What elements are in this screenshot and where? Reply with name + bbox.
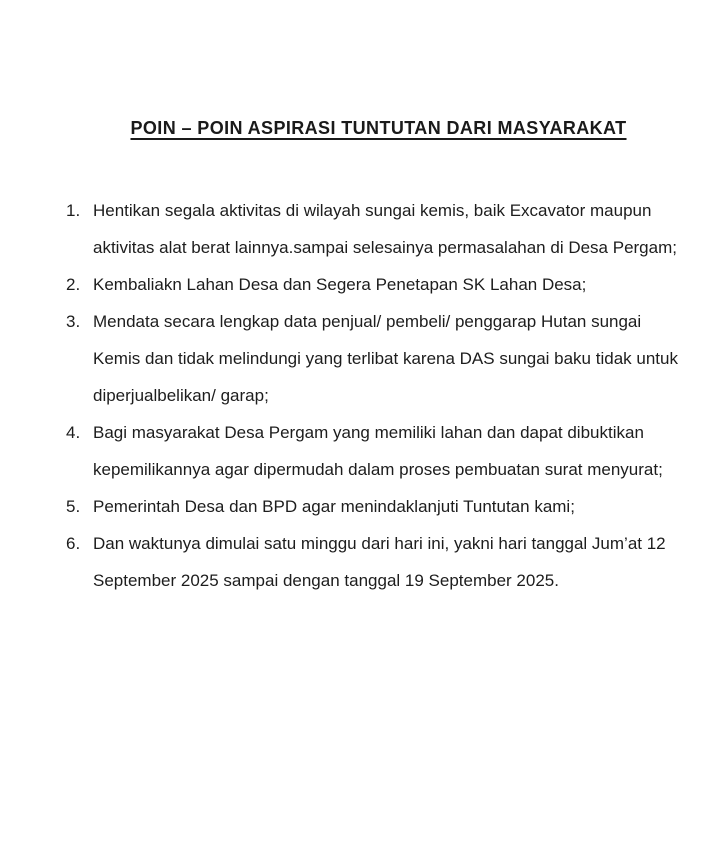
list-item <box>66 192 691 266</box>
item-text: Bagi masyarakat Desa Pergam yang memiliki lahan dan dapat dibuktikan kepemilikannya agar dipermudah dalam proses pembuatan surat menyurat; <box>93 423 663 479</box>
item-text: Mendata secara lengkap data penjual/ pembeli/ penggarap Hutan sungai Kemis dan tidak melindungi yang terlibat karena DAS sungai baku tidak untuk diperjualbelikan/ garap; <box>93 312 678 405</box>
item-number: 3. <box>66 312 81 331</box>
item-text: Kembaliakn Lahan Desa dan Segera Penetapan SK Lahan Desa; <box>93 275 587 294</box>
list-item <box>66 525 691 599</box>
aspiration-list <box>66 192 691 599</box>
item-text: Dan waktunya dimulai satu minggu dari hari ini, yakni hari tanggal Jum’at 12 September 2025 sampai dengan tanggal 19 September 2025. <box>93 534 666 590</box>
list-item <box>66 488 691 525</box>
item-number: 5. <box>66 497 81 516</box>
item-number: 6. <box>66 534 81 553</box>
item-number: 2. <box>66 275 81 294</box>
list-item <box>66 303 691 414</box>
item-text: Pemerintah Desa dan BPD agar menindaklanjuti Tuntutan kami; <box>93 497 575 516</box>
item-number: 4. <box>66 423 81 442</box>
list-item <box>66 266 691 303</box>
item-text: Hentikan segala aktivitas di wilayah sungai kemis, baik Excavator maupun aktivitas alat berat lainnya.sampai selesainya permasalahan di Desa Pergam; <box>93 201 677 257</box>
item-number: 1. <box>66 201 81 220</box>
list-item <box>66 414 691 488</box>
document-title: POIN – POIN ASPIRASI TUNTUTAN DARI MASYARAKAT <box>130 118 627 138</box>
